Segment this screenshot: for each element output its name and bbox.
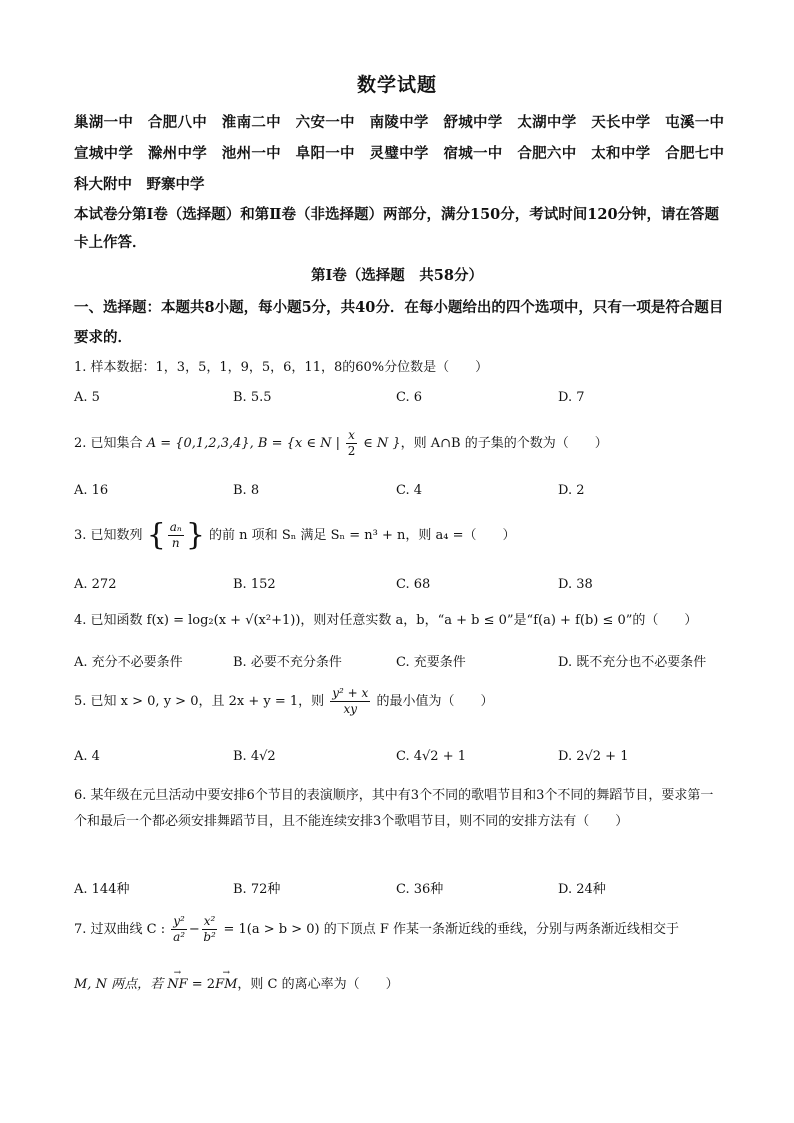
option-d: D. 既不充分也不必要条件 [558, 655, 707, 670]
option-a: A. 144种 [74, 882, 130, 897]
page-title: 数学试题 [356, 74, 437, 96]
option-c: C. 充要条件 [396, 655, 466, 670]
option-b: B. 5.5 [233, 390, 272, 405]
q7-eq: = 2 [187, 977, 216, 992]
q7-line2-b: ，则 C 的离心率为（ ） [237, 977, 399, 992]
q5-frac-den: xy [343, 702, 358, 716]
q7-line2-a: M, N 两点，若 [74, 977, 164, 992]
q2-frac-den: 2 [347, 444, 356, 458]
option-a: A. 16 [74, 483, 109, 498]
q3-fraction [168, 520, 184, 551]
question-1-options [74, 390, 734, 410]
question-3 [74, 517, 734, 553]
question-4 [74, 608, 734, 634]
q5-fraction [330, 686, 370, 717]
q7-prefix: 7. 过双曲线 C : [74, 922, 166, 937]
q2-prefix: 2. 已知集合 [74, 436, 143, 451]
q5-frac-num: y² + x [332, 686, 369, 700]
q3-prefix: 3. 已知数列 [74, 528, 143, 543]
section-title: 第Ⅰ卷（选择题 共58分） [311, 267, 483, 284]
q3-frac-num: aₙ [169, 520, 182, 534]
q4-suffix: “a + b ≤ 0”是“f(a) + f(b) ≤ 0”的（ ） [437, 613, 698, 628]
vector-fm: → FM [215, 972, 237, 998]
option-b: B. 必要不充分条件 [233, 655, 342, 670]
left-brace: { [146, 517, 166, 553]
q2-fraction [346, 428, 357, 459]
q2-set-b-end: ∈ N } [363, 436, 401, 451]
q2-set-a: A = {0,1,2,3,4} [146, 436, 250, 451]
question-5 [74, 686, 734, 717]
q4-prefix: 4. 已知函数 f(x) = log₂(x + √(x²+1))，则对任意实数 a，b， [74, 613, 438, 628]
exam-intro: 本试卷分第Ⅰ卷（选择题）和第Ⅱ卷（非选择题）两部分，满分150分，考试时间120分钟，请在答题卡上作答． [74, 206, 720, 251]
q7-fraction-2 [202, 914, 218, 945]
q2-suffix: ，则 A∩B 的子集的个数为（ ） [400, 436, 608, 451]
option-d: D. 2√2 + 1 [558, 749, 629, 764]
option-c: C. 68 [396, 577, 431, 592]
option-c: C. 6 [396, 390, 423, 405]
option-a: A. 5 [74, 390, 100, 405]
question-5-options [74, 749, 734, 769]
option-b: B. 72种 [233, 882, 281, 897]
question-7 [74, 914, 734, 945]
question-6-options [74, 878, 734, 898]
option-a: A. 充分不必要条件 [74, 655, 183, 670]
q7-middle: = 1(a > b > 0) 的下顶点 F 作某一条渐近线的垂线，分别与两条渐近线相交于 [223, 922, 680, 937]
question-4-options [74, 651, 734, 671]
school-list: 巢湖一中 合肥八中 淮南二中 六安一中 南陵中学 舒城中学 太湖中学 天长中学 屯溪一中 宣城中学 滁州中学 池州一中 阜阳一中 灵璧中学 宿城一中 合肥六中 太和中学 合肥七中 科大附中 野寨中学 [74, 114, 739, 193]
question-1: 1. 样本数据：1，3，5，1，9，5，6，11，8的60%分位数是（ ） [74, 360, 489, 375]
option-d: D. 24种 [558, 882, 606, 897]
q2-set-b-start: , B = {x ∈ N | [249, 436, 341, 451]
q7-frac2-num: x² [203, 914, 216, 928]
vector-nf: → NF [167, 972, 187, 998]
question-3-options [74, 577, 734, 597]
q5-prefix: 5. 已知 x > 0, y > 0，且 2x + y = 1，则 [74, 694, 325, 709]
option-a: A. 272 [74, 577, 117, 592]
q7-frac1-den: a² [173, 930, 186, 944]
q5-suffix: 的最小值为（ ） [376, 694, 494, 709]
q7-frac1-num: y² [173, 914, 185, 928]
option-c: C. 4√2 + 1 [396, 749, 467, 764]
option-a: A. 4 [74, 749, 100, 764]
right-brace: } [185, 517, 205, 553]
option-b: B. 152 [233, 577, 276, 592]
option-d: D. 38 [558, 577, 593, 592]
option-b: B. 8 [233, 483, 260, 498]
q2-frac-num: x [348, 428, 355, 442]
q3-frac-den: n [171, 536, 180, 550]
q7-frac2-den: b² [203, 930, 216, 944]
q7-minus: − [188, 922, 200, 937]
option-d: D. 7 [558, 390, 585, 405]
part1-instruction: 一、选择题：本题共8小题，每小题5分，共40分．在每小题给出的四个选项中，只有一项是符合题目要求的． [74, 299, 724, 346]
option-c: C. 36种 [396, 882, 444, 897]
option-c: C. 4 [396, 483, 423, 498]
question-2-options [74, 483, 734, 503]
option-d: D. 2 [558, 483, 585, 498]
option-b: B. 4√2 [233, 749, 276, 764]
question-2 [74, 428, 734, 459]
question-7-line-2 [74, 972, 734, 998]
question-6: 6. 某年级在元旦活动中要安排6个节目的表演顺序，其中有3个不同的歌唱节目和3个不同的舞蹈节目，要求第一个和最后一个都必须安排舞蹈节目，且不能连续安排3个歌唱节目，则不同的安排方法有（ ） [74, 788, 714, 829]
q7-fraction-1 [171, 914, 187, 945]
q3-middle: 的前 n 项和 Sₙ 满足 Sₙ = n³ + n，则 a₄ =（ ） [209, 528, 516, 543]
